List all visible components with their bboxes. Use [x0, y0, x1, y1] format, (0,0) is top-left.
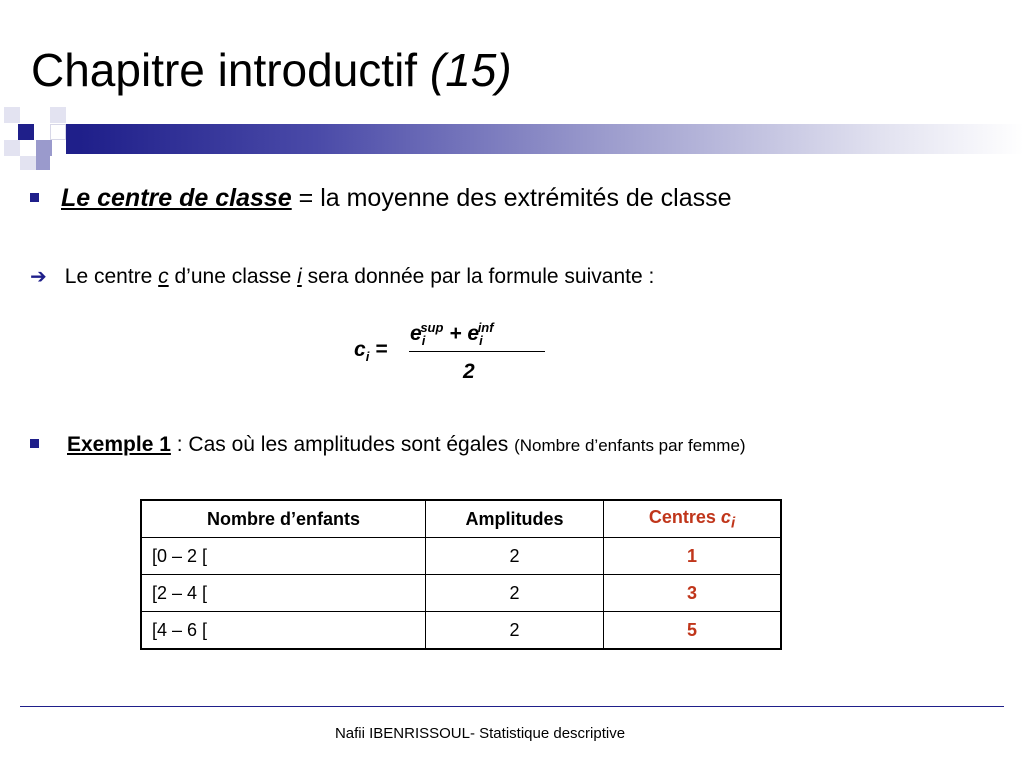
- example-label: Exemple 1: [67, 433, 171, 456]
- title-number: (15): [429, 44, 512, 96]
- cell-amplitude: 2: [426, 612, 604, 650]
- intro-var-c: c: [158, 265, 169, 288]
- formula-centre-classe: [350, 318, 550, 388]
- definition-term: Le centre de classe: [61, 184, 292, 212]
- table-row: [141, 575, 781, 612]
- cell-amplitude: 2: [426, 538, 604, 575]
- deco-square-4: [34, 124, 50, 140]
- cell-classe: [0 – 2 [: [141, 538, 426, 575]
- footer-divider: [20, 706, 1004, 707]
- deco-square-8: [36, 140, 52, 156]
- cell-centre: 1: [604, 538, 782, 575]
- arrow-right-icon: ➔: [30, 266, 47, 288]
- deco-square-3: [18, 124, 34, 140]
- deco-square-10: [36, 156, 50, 170]
- slide-title: [31, 38, 512, 102]
- formula-denominator: 2: [463, 360, 475, 383]
- header-nombre-enfants: Nombre d’enfants: [141, 500, 426, 538]
- bullet-definition: [30, 180, 732, 216]
- example-note: (Nombre d’enfants par femme): [514, 436, 746, 455]
- square-bullet-icon: [30, 193, 39, 202]
- square-bullet-icon: [30, 439, 39, 448]
- title-text: Chapitre introductif: [31, 44, 418, 96]
- deco-square-2: [50, 107, 66, 123]
- intro-part-3: sera donnée par la formule suivante :: [301, 265, 655, 288]
- intro-var-i: i: [297, 265, 302, 288]
- cell-classe: [2 – 4 [: [141, 575, 426, 612]
- formula-fraction-bar: [409, 351, 545, 352]
- table-row: [141, 612, 781, 650]
- example-table: [140, 499, 782, 650]
- footer-author: Nafii IBENRISSOUL- Statistique descriptive: [334, 725, 626, 742]
- bullet-example: [30, 430, 746, 461]
- cell-amplitude: 2: [426, 575, 604, 612]
- title-gradient-band: [80, 124, 1024, 154]
- cell-centre: 5: [604, 612, 782, 650]
- formula-lhs: $c_i$ =: [354, 338, 388, 365]
- sub-bullet-formula-intro: [30, 262, 654, 292]
- header-amplitudes: Amplitudes: [426, 500, 604, 538]
- intro-part-1: Le centre: [64, 265, 159, 288]
- table-header-row: [141, 500, 781, 538]
- deco-square-6: [66, 124, 80, 154]
- intro-part-2: d’une classe: [168, 265, 298, 288]
- definition-text: = la moyenne des extrémités de classe: [291, 184, 732, 212]
- header-centres: Centres $c_i$: [604, 500, 782, 538]
- cell-centre: 3: [604, 575, 782, 612]
- table-row: [141, 538, 781, 575]
- example-text: : Cas où les amplitudes sont égales: [170, 433, 515, 456]
- formula-numerator: $e_i^{sup} + e_i^{inf}$: [410, 320, 494, 349]
- deco-square-1: [4, 107, 20, 123]
- cell-classe: [4 – 6 [: [141, 612, 426, 650]
- deco-square-7: [4, 140, 20, 156]
- deco-square-5: [50, 124, 66, 140]
- deco-square-9: [20, 156, 36, 170]
